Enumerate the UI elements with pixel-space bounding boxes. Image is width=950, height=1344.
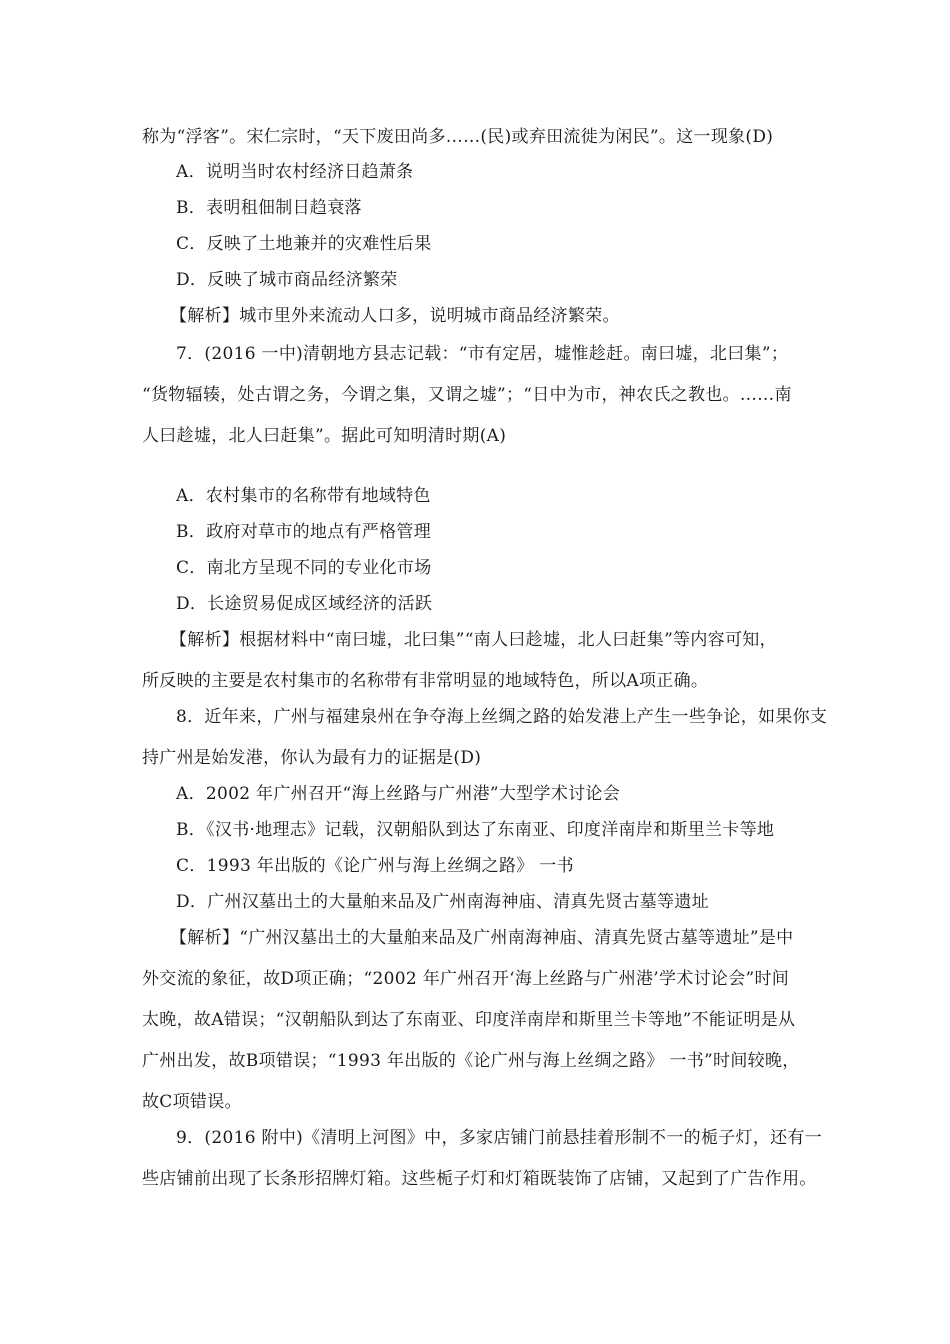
q6-option-a: A．说明当时农村经济日趋萧条	[176, 162, 414, 182]
q7-option-b: B．政府对草市的地点有严格管理	[176, 522, 431, 542]
q9-stem-line-2: 些店铺前出现了长条形招牌灯箱。这些栀子灯和灯箱既装饰了店铺，又起到了广告作用。	[142, 1169, 817, 1189]
q7-option-a: A．农村集市的名称带有地域特色	[176, 486, 431, 506]
q6-stem-tail: 称为“浮客”。宋仁宗时，“天下废田尚多……(民)或弃田流徙为闲民”。这一现象(D)	[142, 127, 774, 147]
q7-option-d: D．长途贸易促成区域经济的活跃	[176, 594, 433, 614]
q8-option-b: B．《汉书·地理志》记载，汉朝船队到达了东南亚、印度洋南岸和斯里兰卡等地	[176, 820, 775, 840]
q8-option-a: A．2002 年广州召开“海上丝路与广州港”大型学术讨论会	[176, 784, 621, 804]
q8-analysis-line-3: 太晚，故A错误；“汉朝船队到达了东南亚、印度洋南岸和斯里兰卡等地”不能证明是从	[142, 1010, 796, 1030]
q8-analysis-line-2: 外交流的象征，故D项正确；“2002 年广州召开‘海上丝路与广州港’学术讨论会”时间	[142, 969, 790, 989]
q7-option-c: C．南北方呈现不同的专业化市场	[176, 558, 432, 578]
q8-option-c: C．1993 年出版的《论广州与海上丝绸之路》 一书	[176, 856, 574, 876]
q8-analysis-line-4: 广州出发，故B项错误；“1993 年出版的《论广州与海上丝绸之路》 一书”时间较晚，	[142, 1051, 800, 1071]
q7-stem-line-1: 7．(2016 一中)清朝地方县志记载：“市有定居，墟惟趁赶。南曰墟，北曰集”；	[176, 344, 789, 364]
q6-option-d: D．反映了城市商品经济繁荣	[176, 270, 398, 290]
q7-analysis-line-1: 【解析】根据材料中“南曰墟，北曰集”“南人曰趁墟，北人曰赶集”等内容可知，	[170, 630, 777, 650]
q6-analysis: 【解析】城市里外来流动人口多，说明城市商品经济繁荣。	[170, 306, 620, 326]
q9-stem-line-1: 9．(2016 附中)《清明上河图》中，多家店铺门前悬挂着形制不一的栀子灯，还有一	[176, 1128, 823, 1148]
q8-option-d: D．广州汉墓出土的大量舶来品及广州南海神庙、清真先贤古墓等遗址	[176, 892, 709, 912]
q6-option-c: C．反映了土地兼并的灾难性后果	[176, 234, 432, 254]
q7-stem-line-3: 人曰趁墟，北人曰赶集”。据此可知明清时期(A)	[142, 426, 507, 446]
q7-analysis-line-2: 所反映的主要是农村集市的名称带有非常明显的地域特色，所以A项正确。	[142, 671, 709, 691]
q7-stem-line-2: “货物辐辏，处古谓之务，今谓之集，又谓之墟”；“日中为市，神农氏之教也。……南	[142, 385, 792, 405]
q8-stem-line-1: 8．近年来，广州与福建泉州在争夺海上丝绸之路的始发港上产生一些争论，如果你支	[176, 707, 828, 727]
q8-stem-line-2: 持广州是始发港，你认为最有力的证据是(D)	[142, 748, 482, 768]
q6-option-b: B．表明租佃制日趋衰落	[176, 198, 362, 218]
q8-analysis-line-5: 故C项错误。	[142, 1092, 242, 1112]
q8-analysis-line-1: 【解析】“广州汉墓出土的大量舶来品及广州南海神庙、清真先贤古墓等遗址”是中	[170, 928, 794, 948]
